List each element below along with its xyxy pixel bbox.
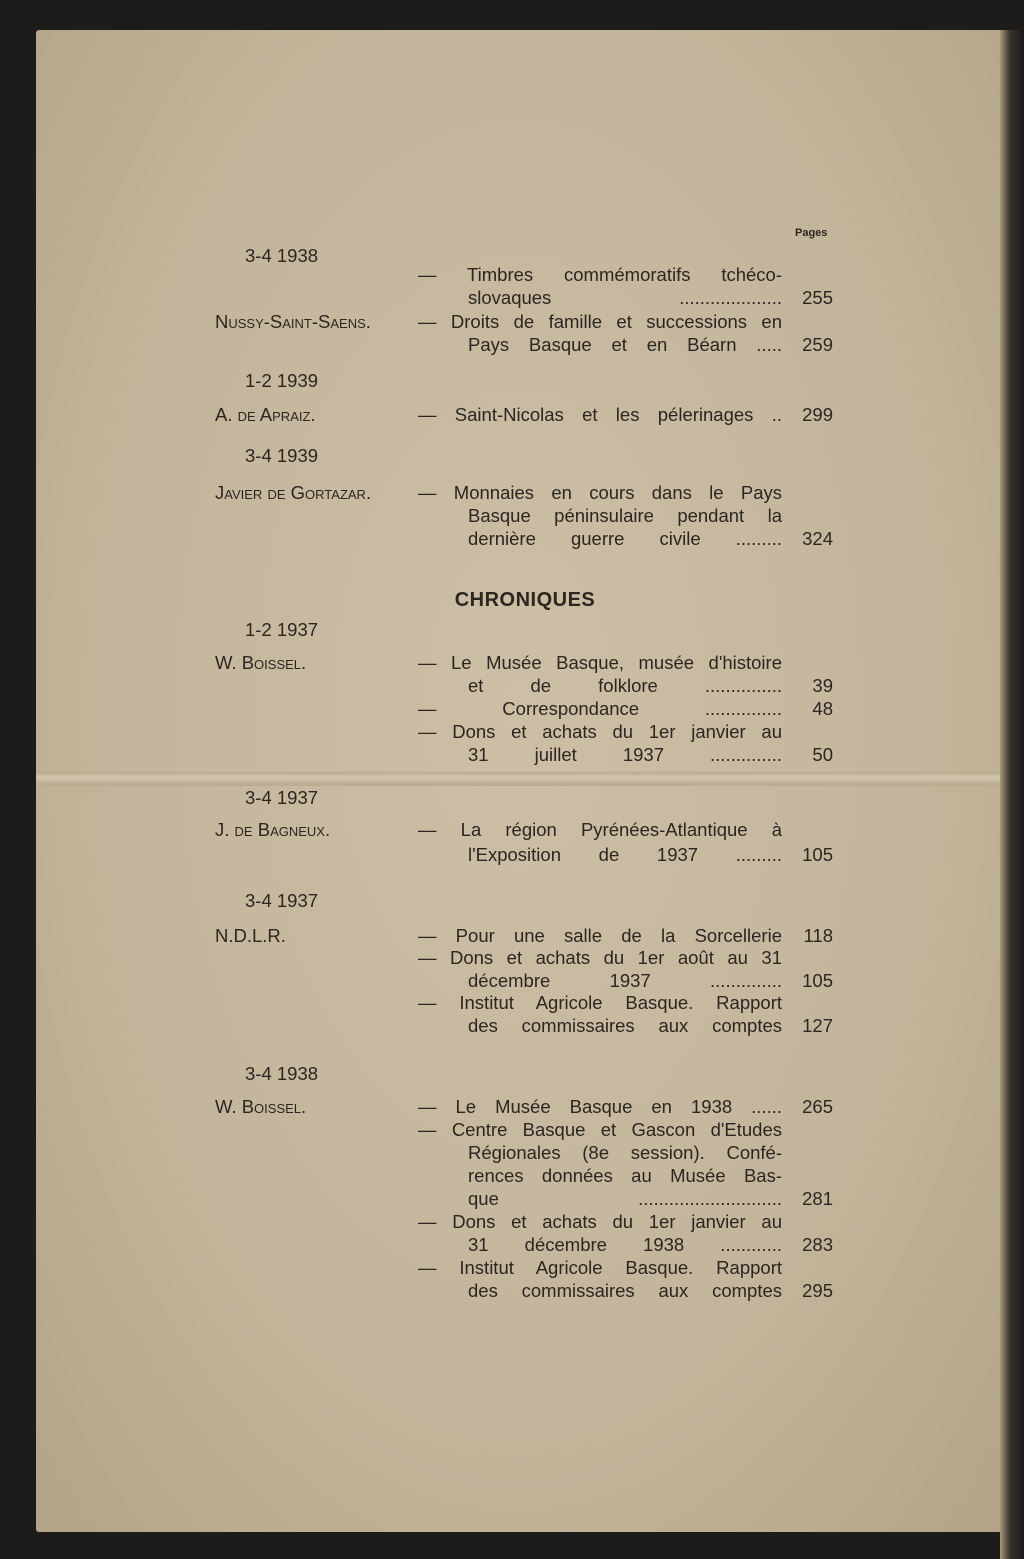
entry-author: Javier de Gortazar. [215, 482, 372, 503]
entry-title-line: slovaques .................... [468, 287, 782, 308]
entry-page-number: 259 [802, 334, 833, 355]
entry-author: A. de Apraiz. [215, 404, 316, 425]
entry-title-line: — Droits de famille et successions en [418, 311, 782, 332]
entry-title-line: — Monnaies en cours dans le Pays [418, 482, 782, 503]
issue-date: 1-2 1937 [245, 619, 319, 640]
issue-date: 1-2 1939 [245, 370, 319, 391]
entry-title-line: et de folklore ............... [468, 675, 782, 696]
entry-author: Nussy-Saint-Saens. [215, 311, 371, 332]
entry-page-number: 105 [802, 970, 833, 991]
entry-title-line: — Pour une salle de la Sorcellerie [418, 925, 782, 946]
entry-page-number: 118 [803, 925, 833, 946]
entry-title-line: — Institut Agricole Basque. Rapport [418, 992, 782, 1013]
entry-page-number: 265 [802, 1096, 833, 1117]
issue-date: 3-4 1939 [245, 445, 319, 466]
entry-title-line: rences données au Musée Bas- [468, 1165, 782, 1186]
entry-title-line: — Correspondance ............... [418, 698, 782, 719]
issue-date: 3-4 1937 [245, 890, 319, 911]
entry-title-line: l'Exposition de 1937 ......... [468, 844, 782, 865]
entry-title-line: — Dons et achats du 1er août au 31 [418, 947, 782, 968]
entry-title-line: que ............................ [468, 1188, 782, 1209]
entry-title-line: Pays Basque et en Béarn ..... [468, 334, 782, 355]
entry-title-line: — Timbres commémoratifs tchéco- [418, 264, 782, 285]
binding-edge [1000, 30, 1024, 1559]
entry-title-line: — Dons et achats du 1er janvier au [418, 721, 782, 742]
entry-title-line: — Saint-Nicolas et les pélerinages .. [418, 404, 782, 425]
entry-title-line: — Le Musée Basque, musée d'histoire [418, 652, 782, 673]
entry-title-line: des commissaires aux comptes [468, 1015, 782, 1036]
issue-date: 3-4 1938 [245, 245, 319, 266]
entry-title-line: décembre 1937 .............. [468, 970, 782, 991]
pages-column-label: Pages [795, 227, 828, 239]
entry-page-number: 283 [802, 1234, 833, 1255]
entry-title-line: — Dons et achats du 1er janvier au [418, 1211, 782, 1232]
entry-page-number: 127 [802, 1015, 833, 1036]
entry-title-line: dernière guerre civile ......... [468, 528, 782, 549]
page-fold [36, 772, 1002, 786]
entry-title-line: — Institut Agricole Basque. Rapport [418, 1257, 782, 1278]
entry-page-number: 39 [812, 675, 833, 696]
entry-page-number: 324 [802, 528, 833, 549]
issue-date: 3-4 1937 [245, 787, 319, 808]
entry-title-line: — Centre Basque et Gascon d'Etudes [418, 1119, 782, 1140]
issue-date: 3-4 1938 [245, 1063, 319, 1084]
entry-page-number: 295 [802, 1280, 833, 1301]
entry-page-number: 50 [812, 744, 833, 765]
entry-title-line: Basque péninsulaire pendant la [468, 505, 782, 526]
entry-title-line: — Le Musée Basque en 1938 ...... [418, 1096, 782, 1117]
entry-page-number: 105 [802, 844, 833, 865]
entry-page-number: 255 [802, 287, 833, 308]
entry-author: W. Boissel. [215, 652, 307, 673]
entry-author: W. Boissel. [215, 1096, 307, 1117]
entry-title-line: 31 décembre 1938 ............ [468, 1234, 782, 1255]
entry-title-line: des commissaires aux comptes [468, 1280, 782, 1301]
entry-title-line: 31 juillet 1937 .............. [468, 744, 782, 765]
entry-title-line: Régionales (8e session). Confé- [468, 1142, 782, 1163]
entry-author: N.D.L.R. [215, 925, 286, 946]
entry-title-line: — La région Pyrénées-Atlantique à [418, 819, 782, 840]
entry-page-number: 48 [812, 698, 833, 719]
entry-author: J. de Bagneux. [215, 819, 331, 840]
entry-page-number: 281 [802, 1188, 833, 1209]
entry-page-number: 299 [802, 404, 833, 425]
section-heading: CHRONIQUES [454, 589, 596, 611]
